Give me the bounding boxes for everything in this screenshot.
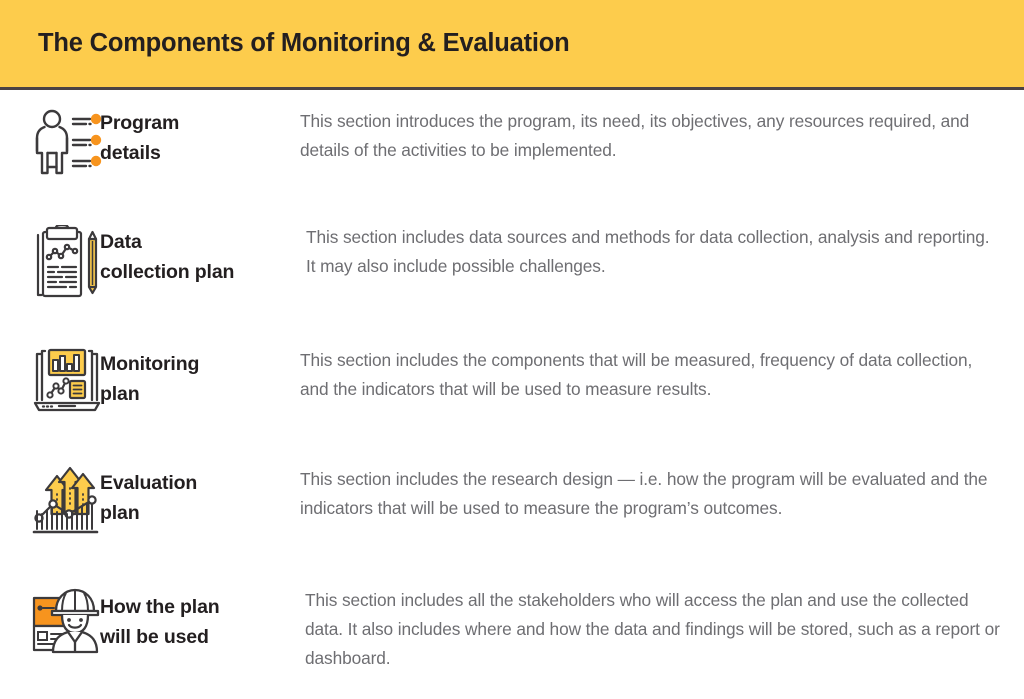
item-label-line2: will be used <box>100 626 209 648</box>
item-label-line1: Data <box>100 231 142 253</box>
item-description: This section includes the research design — i.e. how the program will be evaluated and the indicators that will be used to measure the program’s outcomes. <box>300 469 988 518</box>
item-description: This section includes all the stakeholders who will access the plan and use the collected data. It also includes where and how the data and findings will be stored, such as a report or dashboard. <box>305 590 1000 668</box>
item-description: This section introduces the program, its need, its objectives, any resources required, and details of the activities to be implemented. <box>300 111 970 160</box>
laptop-dashboard-icon <box>32 348 104 416</box>
item-label <box>100 461 300 528</box>
list-item <box>0 580 1024 699</box>
list-item <box>0 104 1024 223</box>
list-item <box>0 461 1024 580</box>
item-label-line2: plan <box>100 502 140 524</box>
clipboard-with-pencil-icon <box>32 225 102 301</box>
icon-cell <box>0 223 100 301</box>
item-label-line2: details <box>100 142 161 164</box>
item-description: This section includes the components that will be measured, frequency of data collection, and the indicators that will be used to measure results. <box>300 350 973 399</box>
item-description: This section includes data sources and methods for data collection, analysis and reporting. It may also include possible challenges. <box>306 227 990 276</box>
worker-with-hardhat-presentation-icon <box>32 584 106 656</box>
list-item <box>0 342 1024 461</box>
icon-cell <box>0 104 100 179</box>
icon-cell <box>0 461 100 536</box>
person-with-bullet-list-icon <box>32 107 102 179</box>
list-item <box>0 223 1024 342</box>
components-list <box>0 90 1024 699</box>
page-title: The Components of Monitoring & Evaluation <box>38 29 570 57</box>
item-label <box>100 580 300 652</box>
item-label-line1: Monitoring <box>100 353 200 375</box>
item-label <box>100 342 300 409</box>
item-label-line1: How the plan <box>100 596 220 618</box>
item-label-line2: collection plan <box>100 261 235 283</box>
icon-cell <box>0 580 100 656</box>
item-label <box>100 223 300 287</box>
icon-cell <box>0 342 100 416</box>
item-label-line2: plan <box>100 383 140 405</box>
page-header <box>0 0 1024 90</box>
item-label-line1: Evaluation <box>100 472 198 494</box>
item-label-line1: Program <box>100 112 180 134</box>
growth-arrows-chart-icon <box>32 464 104 536</box>
item-label <box>100 104 300 168</box>
